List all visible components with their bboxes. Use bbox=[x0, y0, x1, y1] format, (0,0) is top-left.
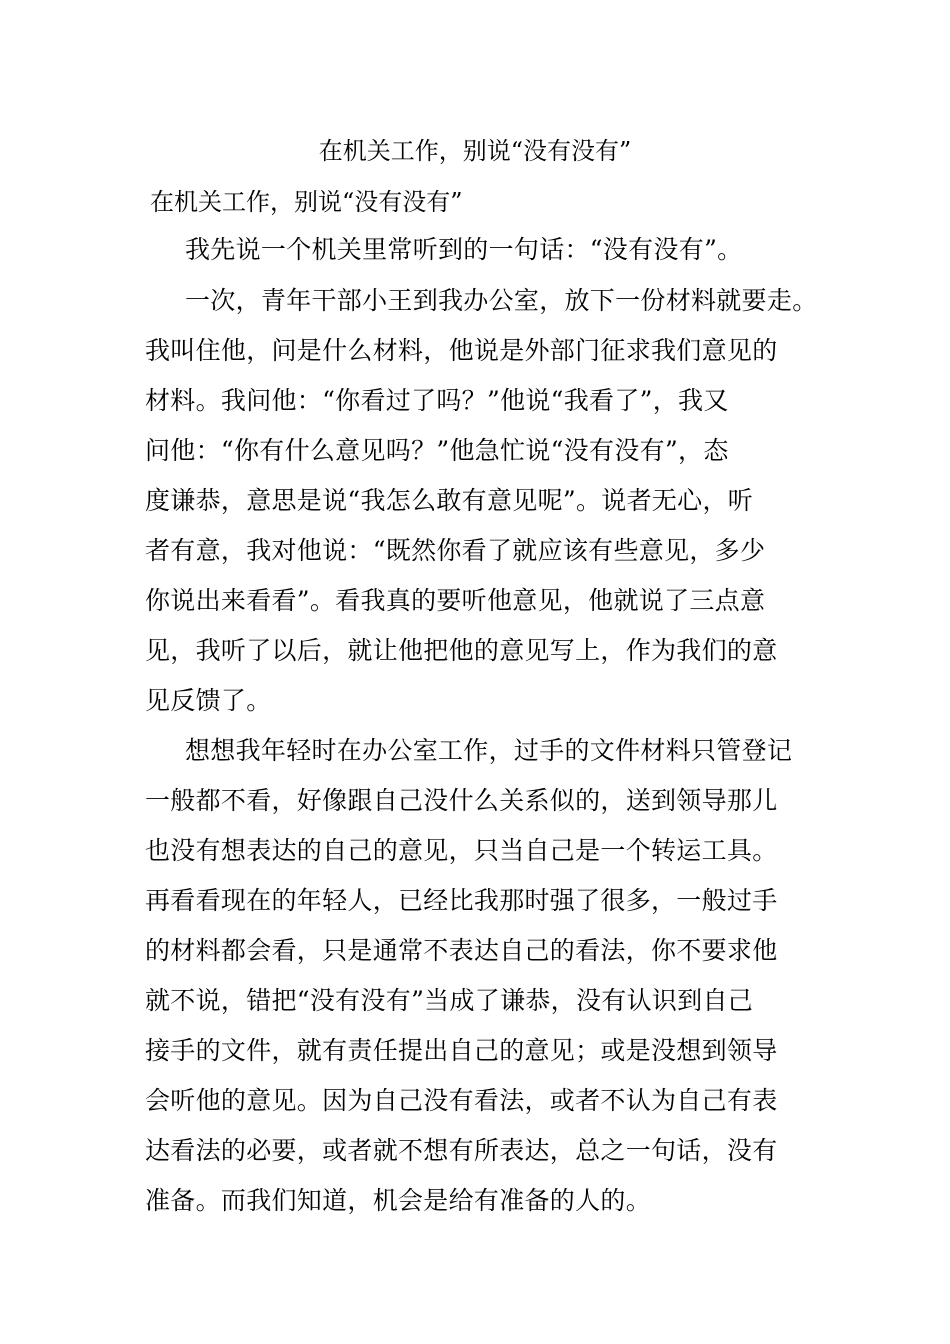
page-title: 在机关工作，别说“没有没有” bbox=[318, 137, 632, 165]
paragraph-line: 见反馈了。 bbox=[145, 686, 272, 715]
paragraph-line: 度谦恭，意思是说“我怎么敢有意见呢”。说者无心，听 bbox=[145, 486, 754, 515]
paragraph-line: 想想我年轻时在办公室工作，过手的文件材料只管登记 bbox=[185, 736, 793, 765]
paragraph-line: 达看法的必要，或者就不想有所表达，总之一句话，没有 bbox=[145, 1136, 778, 1165]
paragraph-line: 材料。我问他：“你看过了吗？”他说“我看了”，我又 bbox=[145, 386, 729, 415]
article-heading: 在机关工作，别说“没有没有” bbox=[150, 188, 463, 216]
paragraph-line: 准备。而我们知道，机会是给有准备的人的。 bbox=[145, 1186, 652, 1215]
paragraph-line: 者有意，我对他说：“既然你看了就应该有些意见，多少 bbox=[145, 536, 766, 565]
intro-line: 我先说一个机关里常听到的一句话：“没有没有”。 bbox=[185, 235, 743, 264]
paragraph-line: 我叫住他，问是什么材料，他说是外部门征求我们意见的 bbox=[145, 336, 778, 365]
paragraph-line: 就不说，错把“没有没有”当成了谦恭，没有认识到自己 bbox=[145, 986, 754, 1015]
paragraph-line: 一般都不看，好像跟自己没什么关系似的，送到领导那儿 bbox=[145, 786, 778, 815]
paragraph-line: 见，我听了以后，就让他把他的意见写上，作为我们的意 bbox=[145, 636, 778, 665]
paragraph-line: 也没有想表达的自己的意见，只当自己是一个转运工具。 bbox=[145, 836, 778, 865]
paragraph-line: 一次，青年干部小王到我办公室，放下一份材料就要走。 bbox=[185, 286, 818, 315]
paragraph-line: 会听他的意见。因为自己没有看法，或者不认为自己有表 bbox=[145, 1086, 778, 1115]
paragraph-line: 问他：“你有什么意见吗？”他急忙说“没有没有”，态 bbox=[145, 436, 729, 465]
paragraph-line: 的材料都会看，只是通常不表达自己的看法，你不要求他 bbox=[145, 936, 778, 965]
paragraph-line: 你说出来看看”。看我真的要听他意见，他就说了三点意 bbox=[145, 586, 766, 615]
paragraph-line: 接手的文件，就有责任提出自己的意见；或是没想到领导 bbox=[145, 1036, 778, 1065]
paragraph-line: 再看看现在的年轻人，已经比我那时强了很多，一般过手 bbox=[145, 886, 778, 915]
